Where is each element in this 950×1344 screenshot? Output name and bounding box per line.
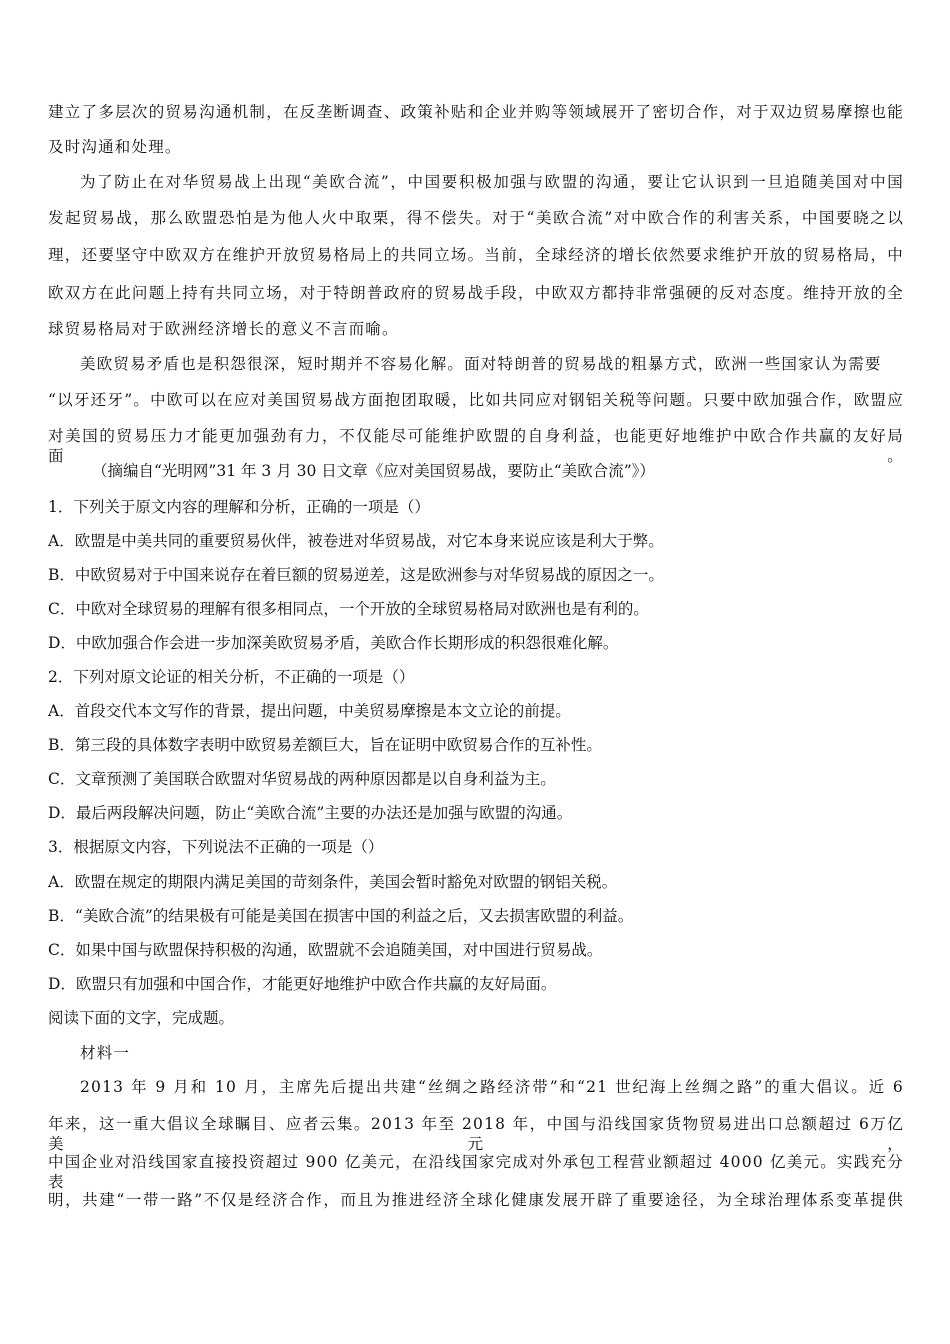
- article-paragraph-1-line-2: 及时沟通和处理。: [48, 138, 182, 156]
- article-paragraph-3-line-3: 对美国的贸易压力才能更加强劲有力，不仅能尽可能维护欧盟的自身利益，也能更好地维护中欧合作共赢的友好局面。: [48, 427, 904, 465]
- question-1-option-d: D．中欧加强合作会进一步加深美欧贸易矛盾，美欧合作长期形成的积怨很难化解。: [48, 634, 619, 652]
- question-2-option-d: D．最后两段解决问题，防止“美欧合流”主要的办法还是加强与欧盟的沟通。: [48, 804, 573, 822]
- question-3-option-a: A．欧盟在规定的期限内满足美国的苛刻条件，美国会暂时豁免对欧盟的钢铝关税。: [48, 873, 618, 891]
- question-2-option-b: B．第三段的具体数字表明中欧贸易差额巨大，旨在证明中欧贸易合作的互补性。: [48, 736, 602, 754]
- question-3-option-c: C．如果中国与欧盟保持积极的沟通，欧盟就不会追随美国，对中国进行贸易战。: [48, 941, 603, 959]
- question-2-option-a: A．首段交代本文写作的背景，提出问题，中美贸易摩擦是本文立论的前提。: [48, 702, 571, 720]
- article-source-citation: （摘编自“光明网”31 年 3 月 30 日文章《应对美国贸易战，要防止“美欧合流”》）: [92, 462, 655, 480]
- question-3-option-d: D．欧盟只有加强和中国合作，才能更好地维护中欧合作共赢的友好局面。: [48, 975, 557, 993]
- article-paragraph-2-line-1: 为了防止在对华贸易战上出现“美欧合流”，中国要积极加强与欧盟的沟通，要让它认识到一旦追随美国对中国: [80, 173, 904, 191]
- reading-instruction: 阅读下面的文字，完成题。: [48, 1009, 235, 1027]
- question-1-option-a: A．欧盟是中美共同的重要贸易伙伴，被卷进对华贸易战，对它本身来说应该是利大于弊。: [48, 532, 664, 550]
- question-3-option-b: B．“美欧合流”的结果极有可能是美国在损害中国的利益之后，又去损害欧盟的利益。: [48, 907, 634, 925]
- article-paragraph-2-line-5: 球贸易格局对于欧洲经济增长的意义不言而喻。: [48, 320, 399, 338]
- question-3-stem: 3．根据原文内容，下列说法不正确的一项是（）: [48, 838, 384, 856]
- question-1-option-b: B．中欧贸易对于中国来说存在着巨额的贸易逆差，这是欧洲参与对华贸易战的原因之一。: [48, 566, 664, 584]
- article-paragraph-2-line-2: 发起贸易战，那么欧盟恐怕是为他人火中取栗，得不偿失。对于“美欧合流”对中欧合作的利害关系，中国要晓之以: [48, 209, 904, 227]
- material-line-2: 年来，这一重大倡议全球瞩目、应者云集。2013 年至 2018 年，中国与沿线国家货物贸易进出口总额超过 6万亿美元，: [48, 1115, 904, 1153]
- article-paragraph-2-line-3: 理，还要坚守中欧双方在维护开放贸易格局上的共同立场。当前，全球经济的增长依然要求维护开放的贸易格局，中: [48, 246, 904, 264]
- question-1-stem: 1．下列关于原文内容的理解和分析，正确的一项是（）: [48, 498, 430, 516]
- question-1-option-c: C．中欧对全球贸易的理解有很多相同点，一个开放的全球贸易格局对欧洲也是有利的。: [48, 600, 649, 618]
- material-line-1: 2013 年 9 月和 10 月，主席先后提出共建“丝绸之路经济带”和“21 世纪海上丝绸之路”的重大倡议。近 6: [80, 1078, 904, 1096]
- question-2-stem: 2．下列对原文论证的相关分析，不正确的一项是（）: [48, 668, 415, 686]
- material-line-3: 中国企业对沿线国家直接投资超过 900 亿美元，在沿线国家完成对外承包工程营业额超过 4000 亿美元。实践充分表: [48, 1153, 904, 1191]
- article-paragraph-1-line-1: 建立了多层次的贸易沟通机制，在反垄断调查、政策补贴和企业并购等领域展开了密切合作，对于双边贸易摩擦也能: [48, 103, 904, 121]
- article-paragraph-2-line-4: 欧双方在此问题上持有共同立场，对于特朗普政府的贸易战手段，中欧双方都持非常强硬的反对态度。维持开放的全: [48, 284, 904, 302]
- material-line-4: 明，共建“一带一路”不仅是经济合作，而且为推进经济全球化健康发展开辟了重要途径，为全球治理体系变革提供: [48, 1191, 904, 1209]
- article-paragraph-3-line-2: “以牙还牙”。中欧可以在应对美国贸易战方面抱团取暖，比如共同应对钢铝关税等问题。只要中欧加强合作，欧盟应: [48, 391, 904, 409]
- material-title: 材料一: [80, 1044, 131, 1062]
- article-paragraph-3-line-1: 美欧贸易矛盾也是积怨很深，短时期并不容易化解。面对特朗普的贸易战的粗暴方式，欧洲一些国家认为需要: [80, 355, 882, 373]
- question-2-option-c: C．文章预测了美国联合欧盟对华贸易战的两种原因都是以自身利益为主。: [48, 770, 556, 788]
